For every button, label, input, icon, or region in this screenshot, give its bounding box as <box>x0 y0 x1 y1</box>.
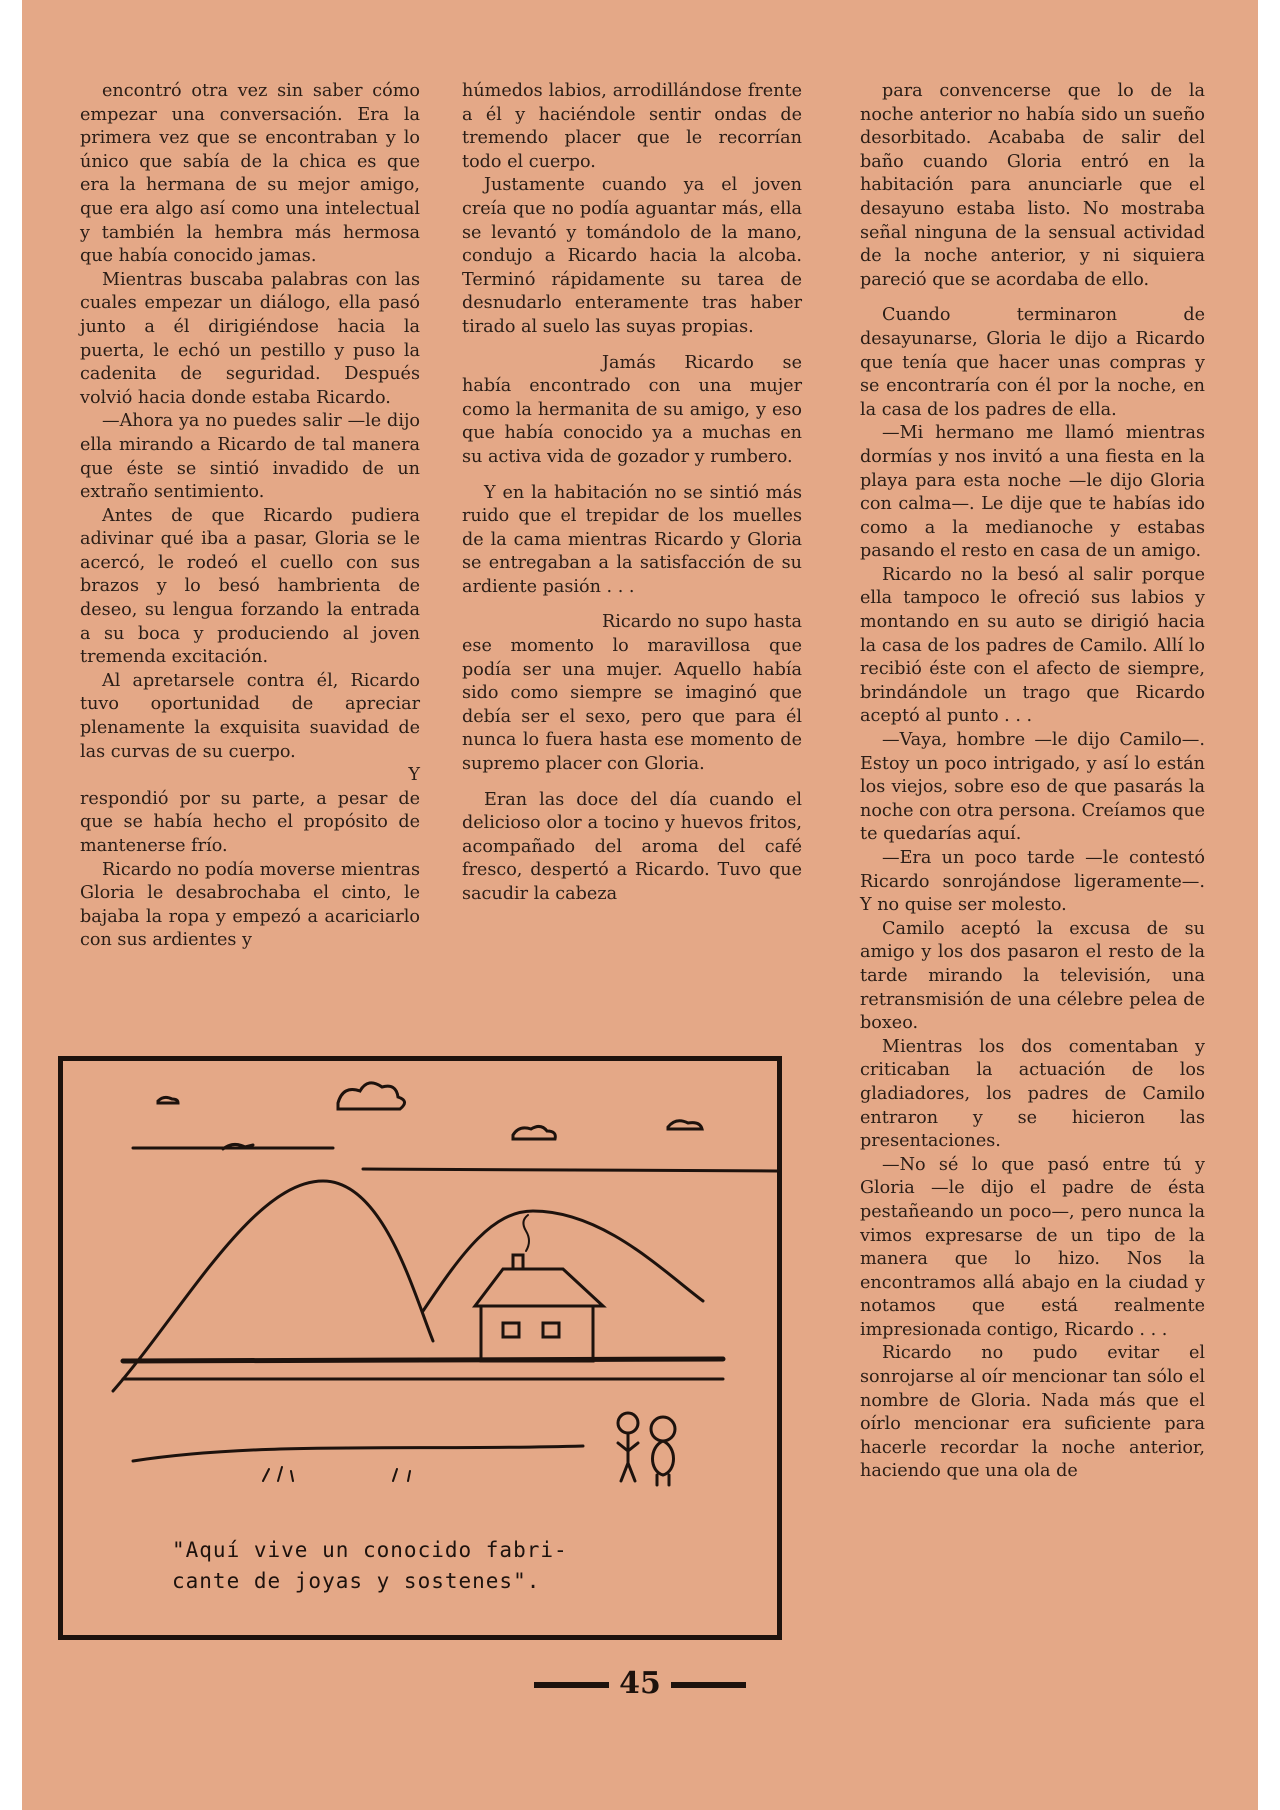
paragraph: Ricardo no la besó al salir porque ella tampoco le ofreció sus labios y montando en su auto se dirigió hacia la casa de los padres de Camilo. Allí lo recibió éste con el afecto de siempre, brindándole un trago que Ricardo aceptó al punto . . . <box>860 564 1205 727</box>
cartoon-caption <box>172 1535 692 1597</box>
paragraph: —No sé lo que pasó entre tú y Gloria —le dijo el padre de ésta pestañeando un poco—, pero nunca la vimos expresarse de un tipo de la manera que lo hizo. Nos la encontramos allá abajo en la ciudad y notamos que está realmente impresionada contigo, Ricardo . . . <box>860 1154 1205 1340</box>
paragraph: Eran las doce del día cuando el delicioso olor a tocino y huevos fritos, acompañado del aroma del café fresco, despertó a Ricardo. Tuvo que sacudir la cabeza <box>462 789 802 904</box>
paragraph: Cuando terminaron de desayunarse, Gloria le dijo a Ricardo que tenía que hacer unas compras y se encontraría con él por la noche, en la casa de los padres de ella. <box>860 305 1205 420</box>
paragraph: Justamente cuando ya el joven creía que no podía aguantar más, ella se levantó y tomándolo de la mano, condujo a Ricardo hacia la alcoba. Terminó rápidamente su tarea de desnudarlo enteramente tras haber tirado al suelo las suyas propias. <box>462 175 802 337</box>
caption-line-2: cante de joyas y sostenes". <box>172 1569 541 1593</box>
paragraph: Ricardo no pudo evitar el sonrojarse al oír mencionar tan sólo el nombre de Gloria. Nada más que el oírlo mencionar era suficiente para hacerle recordar la noche anterior, haciendo que una ola de <box>860 1343 1205 1482</box>
paragraph: —Mi hermano me llamó mientras dormías y nos invitó a una fiesta en la playa para esta noche —le dijo Gloria con calma—. Le dije que te habías ido como a la medianoche y estabas pasando el resto en casa de un amigo. <box>860 423 1205 562</box>
text-column-2 <box>462 80 802 907</box>
paragraph: Y en la habitación no se sintió más ruido que el trepidar de los muelles de la cama mientras Ricardo y Gloria se entregaban a la satisfacción de su ardiente pasión . . . <box>462 482 802 597</box>
text-column-1 <box>80 80 420 953</box>
paragraph: Camilo aceptó la excusa de su amigo y los dos pasaron el resto de la tarde mirando la televisión, una retransmisión de una célebre pelea de boxeo. <box>860 918 1205 1034</box>
paragraph: —Vaya, hombre —le dijo Camilo—. Estoy un poco intrigado, y así lo están los viejos, sobre eso de que pasarás la noche con otra persona. Creíamos que te quedarías aquí. <box>860 730 1205 845</box>
paragraph: —Ahora ya no puedes salir —le dijo ella mirando a Ricardo de tal manera que éste se sintió invadido de un extraño sentimiento. <box>80 411 420 503</box>
paragraph: Jamás Ricardo se había encontrado con una mujer como la hermanita de su amigo, y eso que había conocido ya a muchas en su activa vida de gozador y rumbero. <box>462 352 802 467</box>
paragraph: Y <box>408 765 420 786</box>
page-number <box>22 1666 1258 1701</box>
page-number-rule-left <box>534 1682 609 1688</box>
paragraph: Ricardo no podía moverse mientras Gloria le desabrochaba el cinto, le bajaba la ropa y empezó a acariciarlo con sus ardientes y <box>80 859 420 951</box>
paragraph: Mientras los dos comentaban y criticaban la actuación de los gladiadores, los padres de Camilo entraron y se hicieron las presentaciones. <box>860 1036 1205 1152</box>
paragraph: Ricardo no supo hasta ese momento lo maravillosa que podía ser una mujer. Aquello había sido como siempre se imaginó que debía ser el sexo, pero que para él nunca lo fuera hasta ese momento de supremo placer con Gloria. <box>462 612 802 775</box>
paragraph: —Era un poco tarde —le contestó Ricardo sonrojándose ligeramente—. Y no quise ser molesto. <box>860 848 1205 916</box>
paragraph: respondió por su parte, a pesar de que se había hecho el propósito de mantenerse frío. <box>80 788 420 856</box>
magazine-page <box>22 0 1258 1810</box>
paragraph: Mientras buscaba palabras con las cuales empezar un diálogo, ella pasó junto a él dirigiéndose hacia la puerta, le echó un pestillo y puso la cadenita de seguridad. Después volvió hacia donde estaba Ricardo. <box>80 269 420 408</box>
caption-line-1: "Aquí vive un conocido fabri- <box>172 1538 568 1562</box>
paragraph: Antes de que Ricardo pudiera adivinar qué iba a pasar, Gloria se le acercó, le rodeó el cuello con sus brazos y lo besó hambrienta de deseo, su lengua forzando la entrada a su boca y produciendo al joven tremenda excitación. <box>80 505 420 668</box>
paragraph: para convencerse que lo de la noche anterior no había sido un sueño desorbitado. Acababa de salir del baño cuando Gloria entró en la habitación para anunciarle que el desayuno estaba listo. No mostraba señal ninguna de la sensual actividad de la noche anterior, y ni siquiera pareció que se acordaba de ello. <box>860 81 1205 290</box>
text-column-3 <box>860 80 1205 1484</box>
paragraph: húmedos labios, arrodillándose frente a él y haciéndole sentir ondas de tremendo placer que le recorrían todo el cuerpo. <box>462 81 802 172</box>
paragraph: encontró otra vez sin saber cómo empezar una conversación. Era la primera vez que se encontraban y lo único que sabía de la chica es que era la hermana de su mejor amigo, que era algo así como una intelectual y también la hembra más hermosa que había conocido jamas. <box>80 81 420 267</box>
paragraph: Al apretarsele contra él, Ricardo tuvo oportunidad de apreciar plenamente la exquisita suavidad de las curvas de su cuerpo. <box>80 670 420 762</box>
page-number-rule-right <box>671 1682 746 1688</box>
page-number-text: 45 <box>619 1666 661 1701</box>
